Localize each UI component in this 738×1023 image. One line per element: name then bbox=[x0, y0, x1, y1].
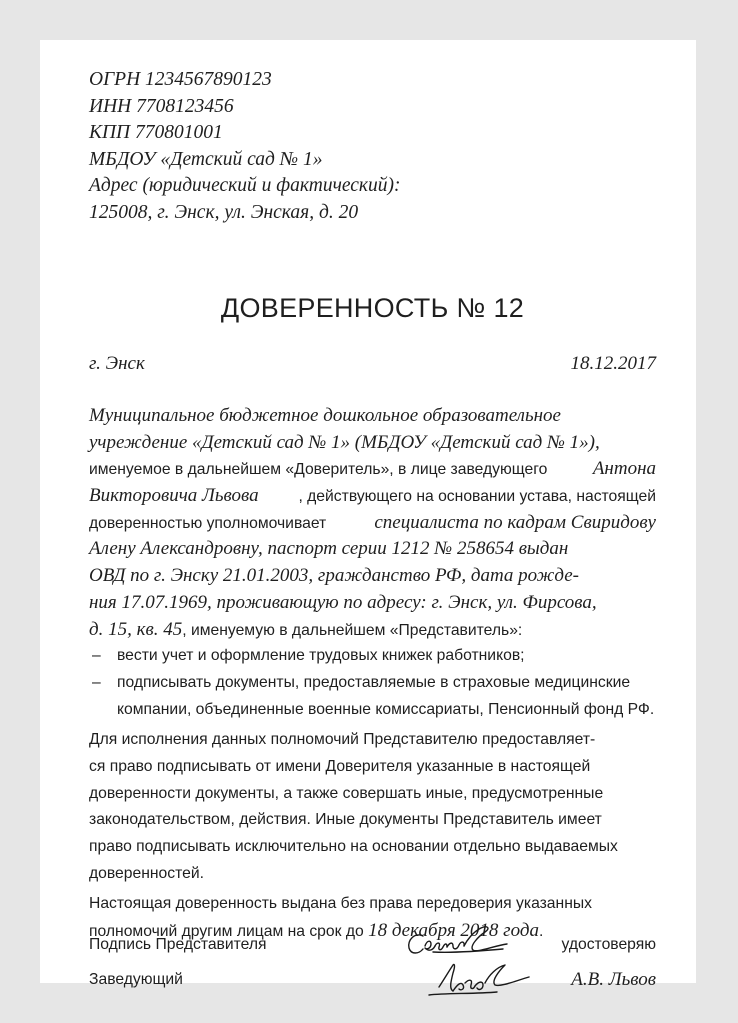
organization-header bbox=[89, 67, 656, 226]
para2-line-5: право подписывать исключительно на основании отдельно выдаваемых bbox=[89, 838, 618, 855]
expiry-date: 18 декабря 2018 года bbox=[368, 920, 539, 942]
power-text: компании, объединенные военные комиссариаты, Пенсионный фонд РФ. bbox=[117, 700, 655, 718]
para2-line-3: доверенности документы, а также совершать иные, предусмотренные bbox=[89, 784, 604, 802]
body-line-5 bbox=[89, 510, 656, 537]
para2-line-2: ся право подписывать от имени Доверителя указанные в настоящей bbox=[89, 757, 591, 775]
body-text: именуемое в дальнейшем «Доверитель», в лице заведующего bbox=[89, 461, 548, 479]
address-label: Адрес (юридический и фактический): bbox=[89, 175, 401, 196]
principal-first-name: Антона bbox=[592, 458, 656, 480]
head-signature-row bbox=[89, 965, 656, 995]
document-body bbox=[89, 403, 656, 945]
representative-position: специалиста по кадрам Свиридову bbox=[374, 511, 656, 533]
body-text: доверенностью уполномочивает bbox=[89, 514, 327, 532]
head-position-label: Заведующий bbox=[89, 971, 183, 988]
para2-line-1: Для исполнения данных полномочий Представителю предоставляет- bbox=[89, 731, 596, 749]
body-line-1: Муниципальное бюджетное дошкольное образовательное bbox=[89, 405, 561, 426]
representative-signature-row bbox=[89, 930, 656, 960]
list-dash: – bbox=[92, 647, 101, 665]
inn-line: ИНН 7708123456 bbox=[89, 95, 234, 117]
kpp-line: КПП 770801001 bbox=[89, 122, 223, 143]
document-date: 18.12.2017 bbox=[570, 353, 656, 374]
power-text: подписывать документы, предоставляемые в страховые медицинские bbox=[117, 673, 631, 691]
representative-address-end: д. 15, кв. 45 bbox=[89, 618, 183, 640]
body-text: . bbox=[538, 923, 544, 941]
document-page bbox=[40, 40, 696, 990]
body-line-8: ния 17.07.1969, проживающую по адресу: г. Энск, ул. Фирсова, bbox=[89, 591, 597, 613]
body-line-2: учреждение «Детский сад № 1» (МБДОУ «Детский сад № 1»), bbox=[89, 431, 600, 453]
place-date-row bbox=[89, 353, 656, 375]
principal-patronymic-surname: Викторовича Львова bbox=[89, 485, 259, 507]
power-item-2-cont bbox=[89, 697, 656, 724]
para2-line-6: доверенностей. bbox=[89, 864, 204, 882]
body-text: полномочий другим лицам на срок до bbox=[89, 923, 364, 941]
body-line-9 bbox=[89, 617, 656, 644]
power-text: вести учет и оформление трудовых книжек работников; bbox=[117, 647, 525, 665]
para3-line-1: Настоящая доверенность выдана без права передоверия указанных bbox=[89, 895, 592, 913]
power-item-2 bbox=[89, 670, 656, 697]
list-dash: – bbox=[92, 673, 101, 691]
document-content bbox=[89, 67, 656, 990]
document-title: ДОВЕРЕННОСТЬ № 12 bbox=[220, 293, 525, 323]
address-value: 125008, г. Энск, ул. Энская, д. 20 bbox=[89, 201, 359, 223]
power-item-1 bbox=[89, 643, 656, 670]
ogrn-line: ОГРН 1234567890123 bbox=[89, 69, 272, 90]
head-name: А.В. Львов bbox=[571, 969, 656, 990]
body-text: , действующего на основании устава, настоящей bbox=[298, 488, 656, 506]
body-line-4 bbox=[89, 483, 656, 510]
body-line-6: Алену Александровну, паспорт серии 1212 № 258654 выдан bbox=[89, 538, 569, 560]
body-text: , именуемую в дальнейшем «Представитель»: bbox=[182, 621, 523, 639]
head-signature bbox=[425, 957, 535, 1001]
para2-line-4: законодательством, действия. Иные документы Представитель имеет bbox=[89, 811, 602, 829]
organization-name: МБДОУ «Детский сад № 1» bbox=[89, 148, 323, 170]
body-line-7: ОВД по г. Энску 21.01.2003, гражданство РФ, дата рожде- bbox=[89, 565, 579, 587]
representative-signature-label: Подпись Представителя bbox=[89, 936, 267, 953]
body-line-3 bbox=[89, 456, 656, 483]
certify-label: удостоверяю bbox=[561, 936, 656, 953]
document-place: г. Энск bbox=[89, 353, 145, 374]
